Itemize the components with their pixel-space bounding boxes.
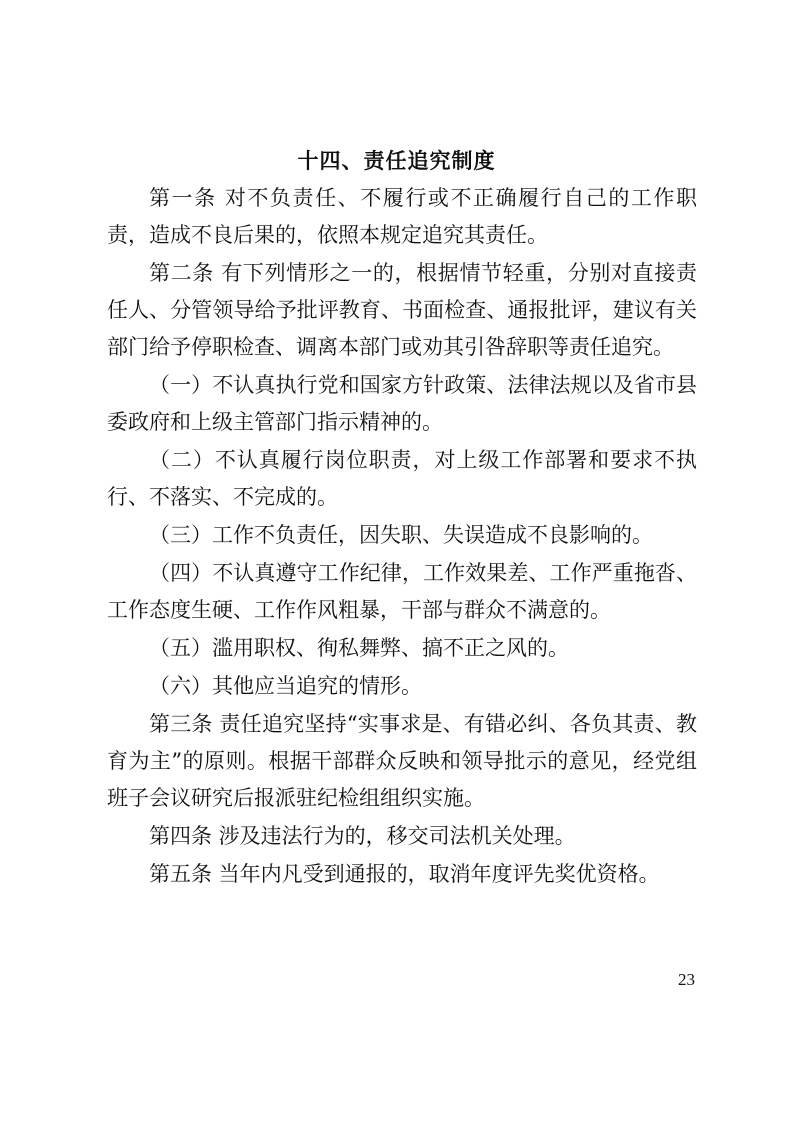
paragraph-item-1: （一）不认真执行党和国家方针政策、法律法规以及省市县委政府和上级主管部门指示精神的。 [107,373,697,434]
paragraph-article-2: 第二条 有下列情形之一的，根据情节轻重，分别对直接责任人、分管领导给予批评教育、书面检查、通报批评，建议有关部门给予停职检查、调离本部门或劝其引咎辞职等责任追究。 [107,261,697,359]
paragraph-item-3: （三）工作不负责任，因失职、失误造成不良影响的。 [149,523,653,547]
paragraph-item-6: （六）其他应当追究的情形。 [149,674,422,698]
paragraph-article-1: 第一条 对不负责任、不履行或不正确履行自己的工作职责，造成不良后果的，依照本规定追究其责任。 [107,186,697,247]
document-body [107,180,697,894]
paragraph-article-3: 第三条 责任追究坚持“实事求是、有错必纠、各负其责、教育为主”的原则。根据干部群众反映和领导批示的意见，经党组班子会议研究后报派驻纪检组组织实施。 [107,712,697,810]
paragraph-item-2: （二）不认真履行岗位职责，对上级工作部署和要求不执行、不落实、不完成的。 [107,448,697,509]
paragraph-item-5: （五）滥用职权、徇私舞弊、搞不正之风的。 [149,636,569,660]
section-title: 十四、责任追究制度 [297,149,496,173]
paragraph-article-4: 第四条 涉及违法行为的，移交司法机关处理。 [149,824,576,848]
paragraph-article-5: 第五条 当年内凡受到通报的，取消年度评先奖优资格。 [149,862,660,886]
page-number: 23 [678,970,695,989]
paragraph-item-4: （四）不认真遵守工作纪律，工作效果差、工作严重拖沓、工作态度生硬、工作作风粗暴，干部与群众不满意的。 [107,561,697,622]
